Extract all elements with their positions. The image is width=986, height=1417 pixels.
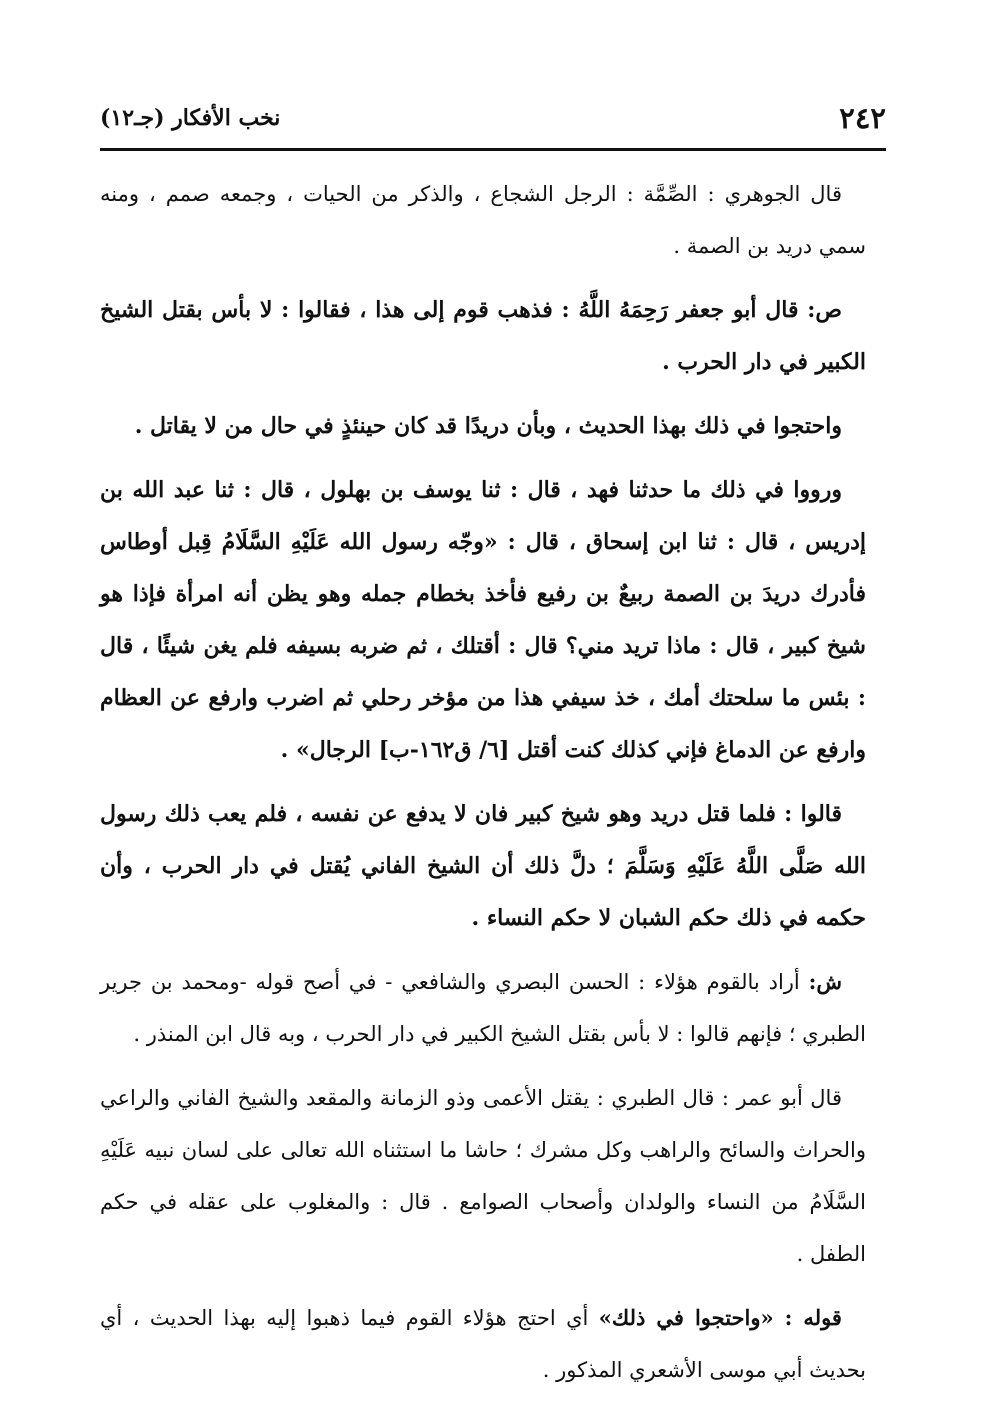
sharh-marker: ش: (808, 969, 842, 994)
page-header (100, 92, 886, 144)
paragraph-text: قال الجوهري : الصِّمَّة : الرجل الشجاع ، والذكر من الحيات ، وجمعه صمم ، ومنه سمي دريد بن الصمة . (100, 182, 866, 258)
paragraph-text: واحتجوا في ذلك بهذا الحديث ، وبأن دريدًا قد كان حينئذٍ في حال من لا يقاتل . (134, 413, 842, 439)
paragraph-jawhari (100, 168, 866, 272)
paragraph-text: ورووا في ذلك ما حدثنا فهد ، قال : ثنا يوسف بن بهلول ، قال : ثنا عبد الله بن إدريس ، قال : ثنا ابن إسحاق ، قال : «وجّه رسول الله عَلَيْهِ السَّلَامُ قِبل أوطاس فأدرك دريدَ بن الصمة ربيعٌ بن رفيع فأخذ بخطام جمله وهو يظن أنه امرأة فإذا هو شيخ كبير ، قال : ماذا تريد مني؟ قال : أقتلك ، ثم ضربه بسيفه فلم يغن شيئًا ، قال : بئس ما سلحتك أمك ، خذ سيفي هذا من مؤخر رحلي ثم اضرب وارفع عن العظام وارفع عن الدماغ فإني كذلك كنت أقتل [٦/ ق١٦٢-ب] الرجال» . (100, 477, 866, 763)
paragraph-sharh (100, 956, 866, 1060)
paragraph-abu-umar (100, 1072, 866, 1280)
paragraph-text: قال أبو جعفر رَحِمَهُ اللَّهُ : فذهب قوم إلى هذا ، فقالوا : لا بأس بقتل الشيخ الكبير في دار الحرب . (100, 297, 866, 375)
paragraph-ihtajju (100, 400, 866, 452)
paragraph-text: قالوا : فلما قتل دريد وهو شيخ كبير فان لا يدفع عن نفسه ، فلم يعب ذلك رسول الله صَلَّى اللَّهُ عَلَيْهِ وَسَلَّمَ ؛ دلَّ ذلك أن الشيخ الفاني يُقتل في دار الحرب ، وأن حكمه في ذلك حكم الشبان لا حكم النساء . (100, 801, 866, 931)
paragraph-hadith-durayd (100, 464, 866, 776)
matn-marker: ص: (807, 297, 842, 323)
paragraph-text: أراد بالقوم هؤلاء : الحسن البصري والشافعي - في أصح قوله -ومحمد بن جرير الطبري ؛ فإنهم قالوا : لا بأس بقتل الشيخ الكبير في دار الحرب ، وبه قال ابن المنذر . (100, 970, 866, 1046)
running-title: نخب الأفكار (جـ١٢) (100, 105, 281, 131)
paragraph-qalu (100, 788, 866, 944)
page-number: ٢٤٢ (839, 101, 886, 135)
paragraph-text: قال أبو عمر : قال الطبري : يقتل الأعمى وذو الزمانة والمقعد والشيخ الفاني والراعي والحراث والسائح والراهب وكل مشرك ؛ حاشا ما استثناه الله تعالى على لسان نبيه عَلَيْهِ السَّلَامُ من النساء والولدان وأصحاب الصوامع . قال : والمغلوب على عقله في حكم الطفل . (100, 1086, 866, 1266)
paragraph-qawluhu (100, 1292, 866, 1396)
header-rule (100, 148, 886, 151)
quoted-phrase: قوله : «واحتجوا في ذلك» (598, 1305, 842, 1330)
paragraph-matn-abu-jafar (100, 284, 866, 388)
page-body (100, 168, 866, 1408)
paragraph-text: أي احتج هؤلاء القوم فيما ذهبوا إليه بهذا الحديث ، أي بحديث أبي موسى الأشعري المذكور . (100, 1306, 866, 1382)
